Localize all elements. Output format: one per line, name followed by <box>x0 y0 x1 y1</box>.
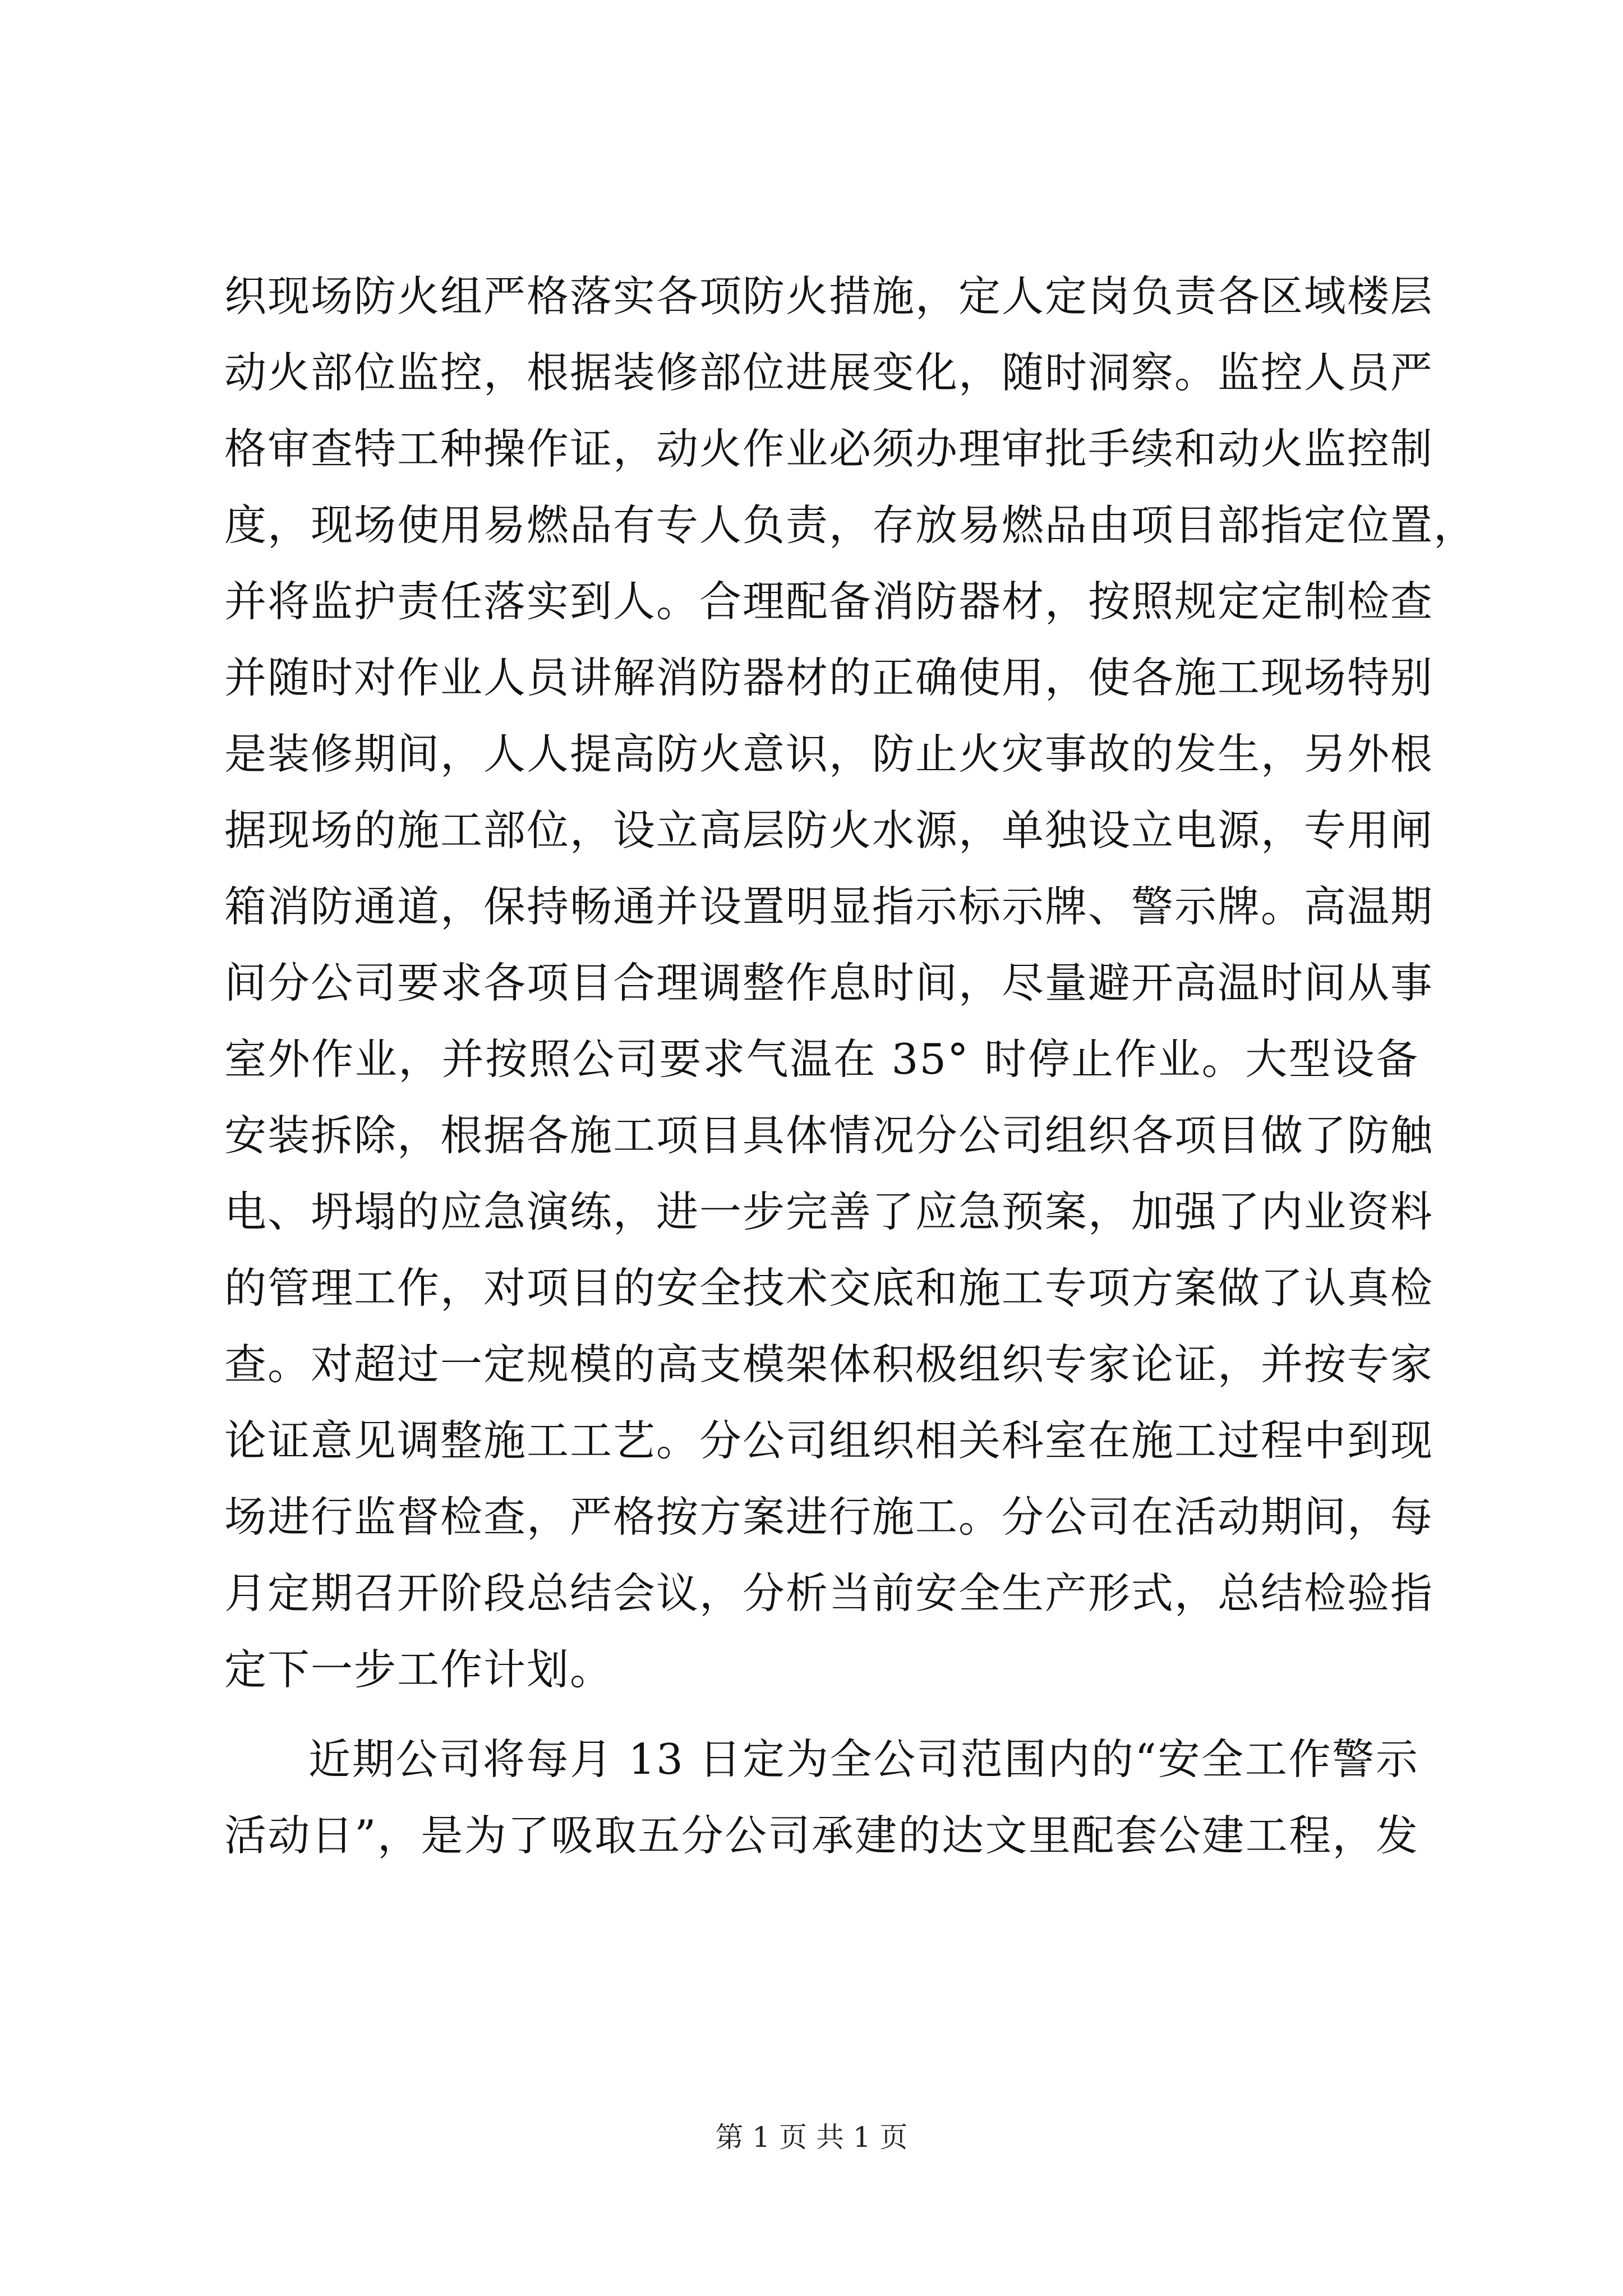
document-body <box>224 258 1477 1874</box>
page-number-footer: 第 1 页 共 1 页 <box>715 2121 908 2154</box>
text-line: 箱消防通道，保持畅通并设置明显指示标示牌、警示牌。高温期 <box>224 882 1434 931</box>
text-line: 据现场的施工部位，设立高层防火水源，单独设立电源，专用闸 <box>224 806 1434 855</box>
text-line: 定下一步工作计划。 <box>224 1645 614 1694</box>
paragraph-spacer <box>224 1708 1419 1721</box>
text-line: 电、坍塌的应急演练，进一步完善了应急预案，加强了内业资料 <box>224 1187 1434 1236</box>
text-line: 安装拆除，根据各施工项目具体情况分公司组织各项目做了防触 <box>224 1111 1434 1160</box>
text-line: 场进行监督检查，严格按方案进行施工。分公司在活动期间，每 <box>224 1492 1434 1542</box>
text-line: 动火部位监控，根据装修部位进展变化，随时洞察。监控人员严 <box>224 348 1434 397</box>
text-line: 是装修期间，人人提高防火意识，防止火灾事故的发生，另外根 <box>224 729 1434 779</box>
text-line: 间分公司要求各项目合理调整作息时间，尽量避开高温时间从事 <box>224 958 1434 1007</box>
text-line: 室外作业，并按照公司要求气温在 35° 时停止作业。大型设备 <box>224 1034 1419 1084</box>
text-line: 查。对超过一定规模的高支模架体积极组织专家论证，并按专家 <box>224 1340 1434 1389</box>
text-line: 织现场防火组严格落实各项防火措施，定人定岗负责各区域楼层 <box>224 272 1434 321</box>
text-line: 论证意见调整施工工艺。分公司组织相关科室在施工过程中到现 <box>224 1416 1434 1465</box>
text-line: 月定期召开阶段总结会议，分析当前安全生产形式，总结检验指 <box>224 1568 1434 1618</box>
text-line: 并将监护责任落实到人。合理配备消防器材，按照规定定制检查 <box>224 577 1434 626</box>
text-line: 的管理工作，对项目的安全技术交底和施工专项方案做了认真检 <box>224 1263 1434 1313</box>
text-line: 度，现场使用易燃品有专人负责，存放易燃品由项目部指定位置， <box>224 500 1477 550</box>
paragraph-2 <box>224 1721 1419 1874</box>
text-line: 格审查特工种操作证，动火作业必须办理审批手续和动火监控制 <box>224 424 1434 473</box>
text-line: 并随时对作业人员讲解消防器材的正确使用，使各施工现场特别 <box>224 653 1434 702</box>
text-line: 近期公司将每月 13 日定为全公司范围内的“安全工作警示 <box>308 1734 1419 1784</box>
text-line: 活动日”，是为了吸取五分公司承建的达文里配套公建工程，发 <box>224 1811 1419 1860</box>
paragraph-1 <box>224 258 1477 1708</box>
